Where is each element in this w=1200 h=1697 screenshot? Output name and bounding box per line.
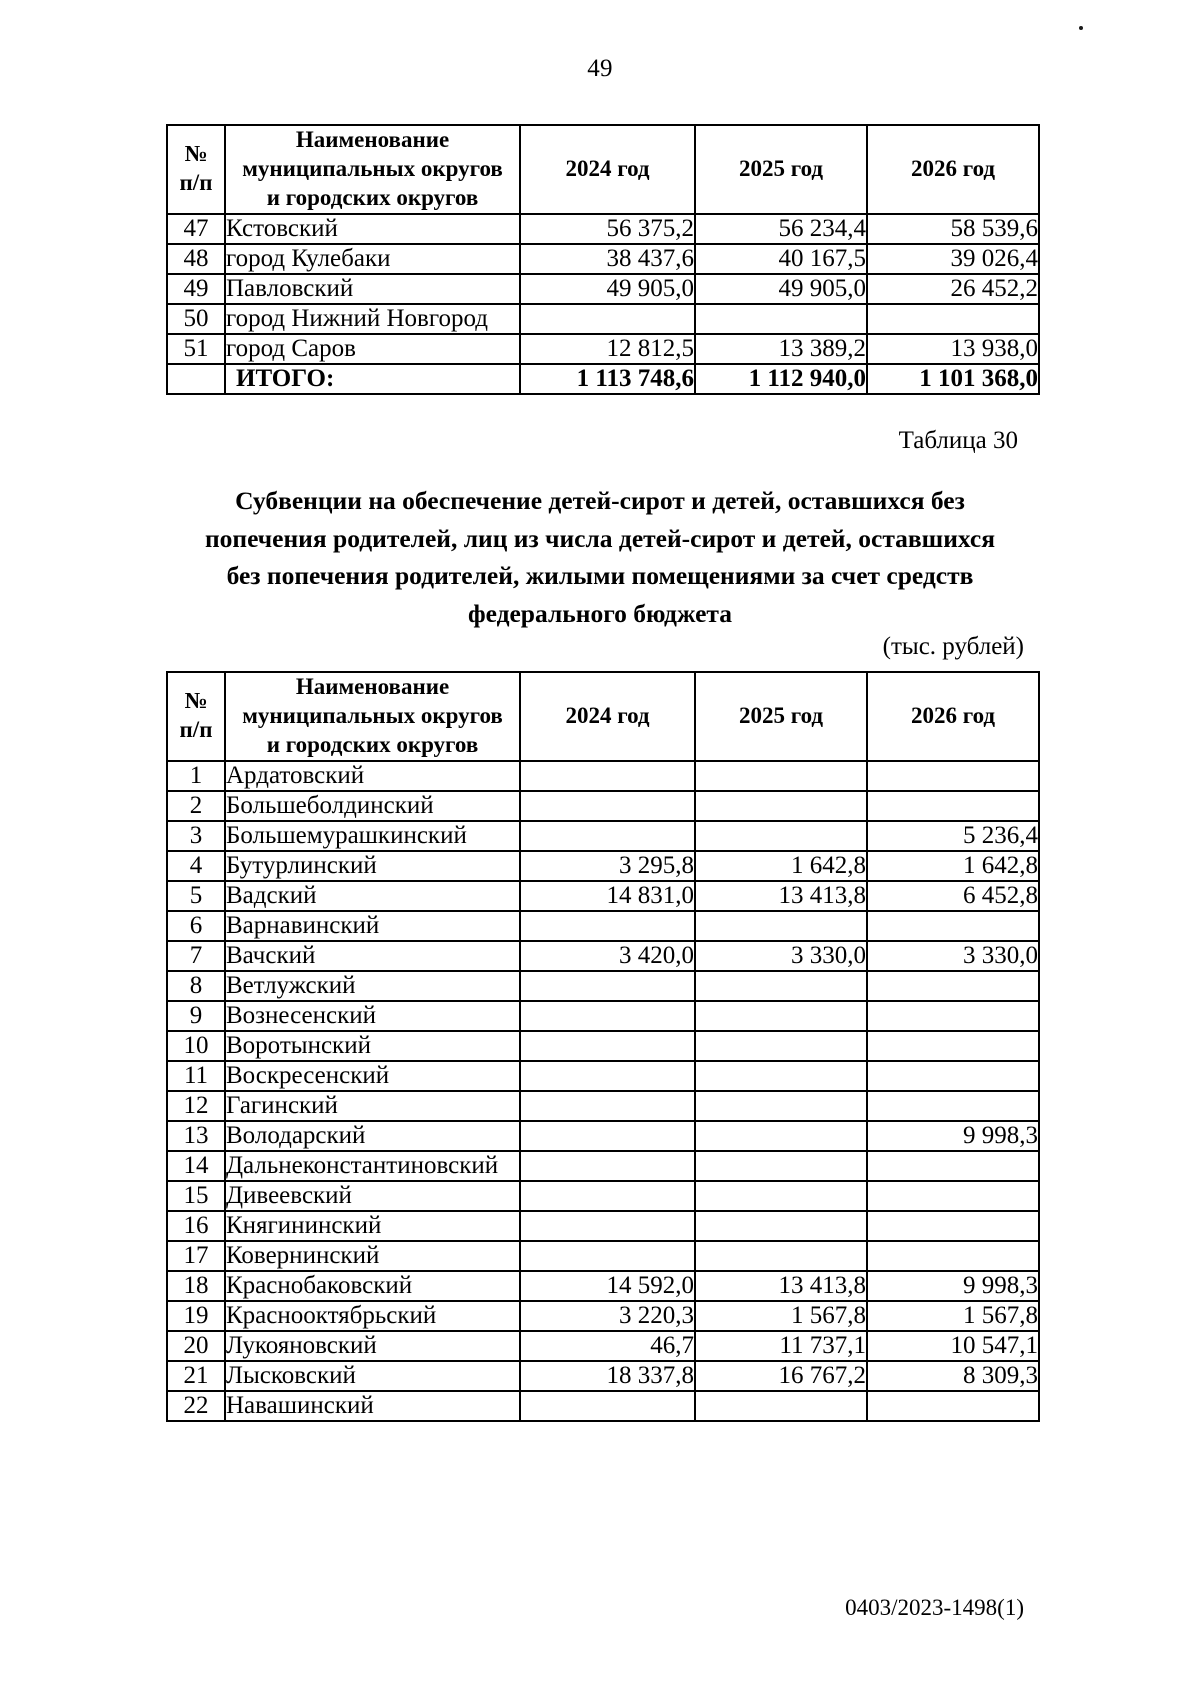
cell-municipality-name: Дальнеконстантиновский bbox=[225, 1151, 520, 1181]
cell-municipality-name: Воскресенский bbox=[225, 1061, 520, 1091]
table-row bbox=[167, 1001, 1039, 1031]
cell-row-number: 48 bbox=[167, 244, 225, 274]
table-30-body bbox=[167, 761, 1039, 1421]
table-row bbox=[167, 1031, 1039, 1061]
header-number-line2: п/п bbox=[179, 717, 213, 743]
cell-municipality-name: город Кулебаки bbox=[225, 244, 520, 274]
page-title-line4: федерального бюджета bbox=[467, 599, 733, 629]
header-row-number bbox=[167, 125, 225, 214]
table-row bbox=[167, 1361, 1039, 1391]
table-row bbox=[167, 941, 1039, 971]
cell-value-2026: 1 567,8 bbox=[867, 1301, 1039, 1331]
header-name-line3: и городских округов bbox=[266, 731, 479, 757]
page-title-line2: попечения родителей, лиц из числа детей-сирот и детей, оставшихся bbox=[204, 523, 996, 553]
cell-value-2025: 11 737,1 bbox=[695, 1331, 867, 1361]
table-continuation-header bbox=[167, 125, 1039, 214]
cell-value-2025 bbox=[695, 971, 867, 1001]
cell-value-2024: 3 295,8 bbox=[520, 851, 695, 881]
cell-value-2024 bbox=[520, 1241, 695, 1271]
cell-value-2025 bbox=[695, 1391, 867, 1421]
header-municipality-name bbox=[225, 125, 520, 214]
cell-value-2024 bbox=[520, 821, 695, 851]
cell-row-number: 12 bbox=[167, 1091, 225, 1121]
cell-value-2026: 58 539,6 bbox=[867, 214, 1039, 244]
cell-value-2025 bbox=[695, 821, 867, 851]
cell-municipality-name: Краснобаковский bbox=[225, 1271, 520, 1301]
cell-value-2024 bbox=[520, 761, 695, 791]
table-row bbox=[167, 821, 1039, 851]
cell-total-label: ИТОГО: bbox=[225, 364, 520, 394]
table-row bbox=[167, 364, 1039, 394]
cell-row-number: 13 bbox=[167, 1121, 225, 1151]
header-name-line2: муниципальных округов bbox=[242, 702, 503, 728]
cell-value-2024 bbox=[520, 1211, 695, 1241]
table-row bbox=[167, 911, 1039, 941]
cell-value-2025 bbox=[695, 1211, 867, 1241]
cell-row-number: 50 bbox=[167, 304, 225, 334]
cell-value-2024: 14 831,0 bbox=[520, 881, 695, 911]
cell-municipality-name: город Нижний Новгород bbox=[225, 304, 520, 334]
cell-row-number: 1 bbox=[167, 761, 225, 791]
cell-municipality-name: Княгининский bbox=[225, 1211, 520, 1241]
header-name-line1: Наименование bbox=[295, 127, 450, 152]
header-number-line1: № bbox=[184, 141, 208, 167]
cell-value-2025: 3 330,0 bbox=[695, 941, 867, 971]
cell-value-2024: 12 812,5 bbox=[520, 334, 695, 364]
table-row bbox=[167, 1091, 1039, 1121]
cell-row-number: 22 bbox=[167, 1391, 225, 1421]
cell-value-2026: 1 642,8 bbox=[867, 851, 1039, 881]
cell-row-number bbox=[167, 364, 225, 394]
cell-row-number: 17 bbox=[167, 1241, 225, 1271]
page-title bbox=[150, 482, 1050, 633]
cell-value-2024: 38 437,6 bbox=[520, 244, 695, 274]
cell-row-number: 20 bbox=[167, 1331, 225, 1361]
table-row bbox=[167, 1301, 1039, 1331]
cell-value-2024 bbox=[520, 304, 695, 334]
table-row bbox=[167, 1151, 1039, 1181]
header-row-number bbox=[167, 672, 225, 761]
cell-municipality-name: Бутурлинский bbox=[225, 851, 520, 881]
cell-value-2025: 1 567,8 bbox=[695, 1301, 867, 1331]
cell-row-number: 47 bbox=[167, 214, 225, 244]
cell-value-2025: 49 905,0 bbox=[695, 274, 867, 304]
header-name-line1: Наименование bbox=[295, 674, 450, 699]
cell-municipality-name: Большемурашкинский bbox=[225, 821, 520, 851]
table-row bbox=[167, 274, 1039, 304]
cell-value-2026: 8 309,3 bbox=[867, 1361, 1039, 1391]
cell-value-2026: 9 998,3 bbox=[867, 1271, 1039, 1301]
cell-row-number: 2 bbox=[167, 791, 225, 821]
cell-value-2026: 13 938,0 bbox=[867, 334, 1039, 364]
cell-municipality-name: Вадский bbox=[225, 881, 520, 911]
cell-value-2026 bbox=[867, 1001, 1039, 1031]
table-30-header bbox=[167, 672, 1039, 761]
cell-value-2024: 49 905,0 bbox=[520, 274, 695, 304]
cell-value-2025: 13 389,2 bbox=[695, 334, 867, 364]
table-row bbox=[167, 1211, 1039, 1241]
cell-value-2025 bbox=[695, 911, 867, 941]
cell-value-2024 bbox=[520, 1061, 695, 1091]
table-row bbox=[167, 971, 1039, 1001]
cell-value-2025: 13 413,8 bbox=[695, 881, 867, 911]
cell-value-2026 bbox=[867, 1061, 1039, 1091]
cell-value-2024 bbox=[520, 971, 695, 1001]
cell-value-2024: 46,7 bbox=[520, 1331, 695, 1361]
cell-value-2026 bbox=[867, 1031, 1039, 1061]
cell-value-2024: 56 375,2 bbox=[520, 214, 695, 244]
cell-value-2024 bbox=[520, 1001, 695, 1031]
table-row bbox=[167, 761, 1039, 791]
cell-value-2025 bbox=[695, 1091, 867, 1121]
cell-value-2024 bbox=[520, 1091, 695, 1121]
cell-row-number: 51 bbox=[167, 334, 225, 364]
table-row bbox=[167, 1391, 1039, 1421]
cell-value-2026 bbox=[867, 791, 1039, 821]
cell-value-2024 bbox=[520, 1181, 695, 1211]
cell-value-2024 bbox=[520, 1031, 695, 1061]
cell-municipality-name: Дивеевский bbox=[225, 1181, 520, 1211]
cell-row-number: 11 bbox=[167, 1061, 225, 1091]
cell-municipality-name: Володарский bbox=[225, 1121, 520, 1151]
cell-value-2024 bbox=[520, 1121, 695, 1151]
cell-row-number: 21 bbox=[167, 1361, 225, 1391]
cell-value-2026 bbox=[867, 1211, 1039, 1241]
header-municipality-name bbox=[225, 672, 520, 761]
cell-value-2025 bbox=[695, 1181, 867, 1211]
cell-row-number: 3 bbox=[167, 821, 225, 851]
table-row bbox=[167, 304, 1039, 334]
cell-value-2025 bbox=[695, 1061, 867, 1091]
header-year-2026: 2026 год bbox=[867, 125, 1039, 214]
cell-value-2026 bbox=[867, 1391, 1039, 1421]
table-row bbox=[167, 244, 1039, 274]
header-year-2024: 2024 год bbox=[520, 125, 695, 214]
cell-municipality-name: Кстовский bbox=[225, 214, 520, 244]
cell-value-2025: 13 413,8 bbox=[695, 1271, 867, 1301]
table-row bbox=[167, 791, 1039, 821]
table-header-row bbox=[167, 672, 1039, 761]
cell-municipality-name: Вознесенский bbox=[225, 1001, 520, 1031]
cell-municipality-name: Вачский bbox=[225, 941, 520, 971]
table-row bbox=[167, 1061, 1039, 1091]
table-row bbox=[167, 1271, 1039, 1301]
cell-municipality-name: Гагинский bbox=[225, 1091, 520, 1121]
cell-value-2026 bbox=[867, 1151, 1039, 1181]
cell-row-number: 9 bbox=[167, 1001, 225, 1031]
header-name-line3: и городских округов bbox=[266, 184, 479, 210]
cell-value-2025 bbox=[695, 791, 867, 821]
cell-municipality-name: Лукояновский bbox=[225, 1331, 520, 1361]
cell-value-2026 bbox=[867, 1241, 1039, 1271]
page-number: 49 bbox=[587, 55, 613, 82]
cell-municipality-name: город Саров bbox=[225, 334, 520, 364]
cell-row-number: 5 bbox=[167, 881, 225, 911]
page-title-line1: Субвенции на обеспечение детей-сирот и детей, оставшихся без bbox=[235, 486, 965, 515]
header-name-line2: муниципальных округов bbox=[242, 155, 503, 181]
cell-row-number: 16 bbox=[167, 1211, 225, 1241]
table-row bbox=[167, 881, 1039, 911]
cell-value-2025: 16 767,2 bbox=[695, 1361, 867, 1391]
cell-value-2026: 39 026,4 bbox=[867, 244, 1039, 274]
table-caption: Таблица 30 bbox=[898, 427, 1018, 454]
cell-value-2024: 3 220,3 bbox=[520, 1301, 695, 1331]
cell-municipality-name: Варнавинский bbox=[225, 911, 520, 941]
cell-value-2024 bbox=[520, 1151, 695, 1181]
cell-row-number: 6 bbox=[167, 911, 225, 941]
cell-value-2024 bbox=[520, 791, 695, 821]
cell-value-2026: 3 330,0 bbox=[867, 941, 1039, 971]
cell-municipality-name: Воротынский bbox=[225, 1031, 520, 1061]
cell-municipality-name: Навашинский bbox=[225, 1391, 520, 1421]
cell-row-number: 10 bbox=[167, 1031, 225, 1061]
cell-value-2024 bbox=[520, 911, 695, 941]
cell-row-number: 18 bbox=[167, 1271, 225, 1301]
table-30 bbox=[166, 671, 1040, 1422]
units-label: (тыс. рублей) bbox=[882, 633, 1024, 660]
cell-value-2025 bbox=[695, 1241, 867, 1271]
cell-value-2026: 9 998,3 bbox=[867, 1121, 1039, 1151]
cell-value-2024: 3 420,0 bbox=[520, 941, 695, 971]
cell-value-2024: 18 337,8 bbox=[520, 1361, 695, 1391]
cell-row-number: 15 bbox=[167, 1181, 225, 1211]
cell-municipality-name: Ветлужский bbox=[225, 971, 520, 1001]
cell-value-2026: 5 236,4 bbox=[867, 821, 1039, 851]
cell-municipality-name: Большеболдинский bbox=[225, 791, 520, 821]
header-number-line1: № bbox=[184, 688, 208, 714]
cell-value-2025 bbox=[695, 304, 867, 334]
table-header-row bbox=[167, 125, 1039, 214]
cell-value-2026 bbox=[867, 761, 1039, 791]
header-year-2024: 2024 год bbox=[520, 672, 695, 761]
cell-value-2024 bbox=[520, 1391, 695, 1421]
cell-row-number: 49 bbox=[167, 274, 225, 304]
cell-row-number: 7 bbox=[167, 941, 225, 971]
cell-value-2025: 40 167,5 bbox=[695, 244, 867, 274]
cell-municipality-name: Павловский bbox=[225, 274, 520, 304]
cell-row-number: 14 bbox=[167, 1151, 225, 1181]
cell-municipality-name: Лысковский bbox=[225, 1361, 520, 1391]
cell-value-2024: 14 592,0 bbox=[520, 1271, 695, 1301]
cell-value-2025 bbox=[695, 1151, 867, 1181]
cell-value-2025 bbox=[695, 1121, 867, 1151]
cell-municipality-name: Ардатовский bbox=[225, 761, 520, 791]
cell-row-number: 19 bbox=[167, 1301, 225, 1331]
cell-value-2025 bbox=[695, 761, 867, 791]
table-row bbox=[167, 1181, 1039, 1211]
cell-value-2025: 56 234,4 bbox=[695, 214, 867, 244]
table-row bbox=[167, 1241, 1039, 1271]
cell-value-2025: 1 112 940,0 bbox=[695, 364, 867, 394]
cell-value-2026 bbox=[867, 911, 1039, 941]
cell-value-2026 bbox=[867, 304, 1039, 334]
header-year-2026: 2026 год bbox=[867, 672, 1039, 761]
table-row bbox=[167, 214, 1039, 244]
cell-value-2025: 1 642,8 bbox=[695, 851, 867, 881]
cell-row-number: 4 bbox=[167, 851, 225, 881]
table-row bbox=[167, 1331, 1039, 1361]
cell-value-2025 bbox=[695, 1001, 867, 1031]
cell-value-2025 bbox=[695, 1031, 867, 1061]
cell-value-2026 bbox=[867, 1181, 1039, 1211]
table-row bbox=[167, 1121, 1039, 1151]
table-continuation-body bbox=[167, 214, 1039, 394]
table-continuation bbox=[166, 124, 1040, 395]
table-row bbox=[167, 334, 1039, 364]
cell-municipality-name: Ковернинский bbox=[225, 1241, 520, 1271]
header-number-line2: п/п bbox=[179, 170, 213, 196]
document-footer-code: 0403/2023-1498(1) bbox=[845, 1595, 1024, 1620]
cell-row-number: 8 bbox=[167, 971, 225, 1001]
cell-value-2024: 1 113 748,6 bbox=[520, 364, 695, 394]
cell-value-2026: 1 101 368,0 bbox=[867, 364, 1039, 394]
table-row bbox=[167, 851, 1039, 881]
scan-artifact-speck bbox=[1079, 26, 1083, 30]
cell-value-2026: 26 452,2 bbox=[867, 274, 1039, 304]
cell-value-2026: 6 452,8 bbox=[867, 881, 1039, 911]
cell-value-2026 bbox=[867, 971, 1039, 1001]
page-title-line3: без попечения родителей, жилыми помещениями за счет средств bbox=[226, 561, 974, 591]
header-year-2025: 2025 год bbox=[695, 672, 867, 761]
cell-municipality-name: Краснооктябрьский bbox=[225, 1301, 520, 1331]
cell-value-2026 bbox=[867, 1091, 1039, 1121]
cell-value-2026: 10 547,1 bbox=[867, 1331, 1039, 1361]
header-year-2025: 2025 год bbox=[695, 125, 867, 214]
